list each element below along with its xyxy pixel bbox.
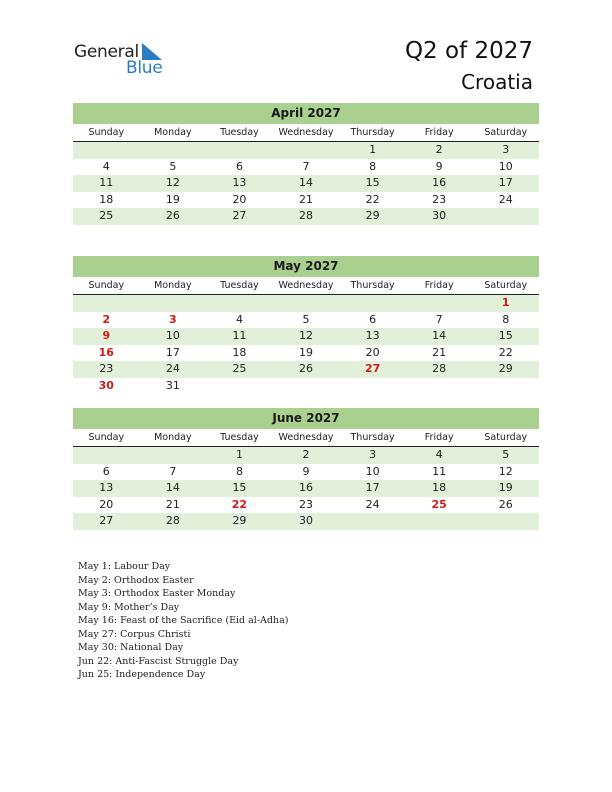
- day-cell: [406, 378, 473, 395]
- day-cell: 17: [365, 481, 380, 494]
- day-cell: 13: [365, 329, 380, 342]
- day-cell: 27: [99, 514, 114, 527]
- month-title: June 2027: [73, 408, 539, 429]
- week-row: [73, 464, 539, 481]
- weekday-label: Monday: [154, 432, 192, 443]
- holiday-item: May 27: Corpus Christi: [78, 628, 191, 640]
- day-cell: 23: [99, 362, 114, 375]
- weekday-label: Tuesday: [220, 280, 259, 291]
- day-cell: 7: [169, 464, 177, 478]
- day-cell: 14: [299, 176, 314, 189]
- day-cell: 28: [165, 514, 180, 527]
- day-cell: 23: [432, 192, 447, 206]
- day-cell: [206, 295, 273, 312]
- weekday-label: Tuesday: [220, 127, 259, 138]
- day-cell: 18: [432, 481, 447, 494]
- day-cell: 29: [365, 209, 380, 222]
- holiday-item: Jun 22: Anti-Fascist Struggle Day: [78, 655, 239, 667]
- day-cell: 31: [165, 378, 180, 392]
- day-cell: [273, 295, 340, 312]
- day-cell: [273, 378, 340, 395]
- day-cell: 19: [299, 345, 314, 359]
- day-cell: 3: [369, 448, 377, 461]
- month-calendar: [73, 408, 539, 530]
- day-cell: 15: [365, 176, 380, 189]
- weekday-label: Saturday: [484, 432, 528, 443]
- holiday-day-cell: 22: [231, 497, 248, 511]
- week-row: [73, 192, 539, 209]
- day-cell: [339, 378, 406, 395]
- weekday-header-row: [73, 124, 539, 142]
- day-cell: 2: [435, 143, 443, 156]
- day-cell: 21: [432, 345, 447, 359]
- day-cell: 10: [365, 464, 380, 478]
- day-cell: 19: [498, 481, 513, 494]
- day-cell: [73, 447, 140, 464]
- holiday-item: May 30: National Day: [78, 642, 184, 653]
- week-row: [73, 480, 539, 497]
- holiday-day-cell: 27: [364, 362, 381, 375]
- day-cell: [406, 513, 473, 530]
- week-row: [73, 142, 539, 159]
- weekday-label: Sunday: [88, 432, 125, 443]
- day-cell: 5: [302, 312, 310, 326]
- weekday-label: Sunday: [88, 280, 125, 291]
- weekday-label: Monday: [154, 127, 192, 138]
- day-cell: 18: [232, 345, 247, 359]
- day-cell: [472, 513, 539, 530]
- week-row: [73, 447, 539, 464]
- day-cell: 20: [232, 192, 247, 206]
- day-cell: 29: [498, 362, 513, 375]
- weekday-label: Friday: [424, 280, 454, 291]
- day-cell: 11: [232, 329, 247, 342]
- holiday-item: May 16: Feast of the Sacrifice (Eid al-Adha): [78, 615, 289, 626]
- day-cell: 22: [365, 192, 380, 206]
- day-cell: 11: [432, 464, 447, 478]
- weekday-label: Wednesday: [278, 127, 334, 138]
- day-cell: 26: [299, 362, 314, 375]
- day-cell: 27: [232, 209, 247, 222]
- day-cell: [140, 295, 207, 312]
- weekday-label: Sunday: [88, 127, 125, 138]
- day-cell: [73, 142, 140, 159]
- holiday-item: May 9: Mother’s Day: [78, 601, 180, 613]
- day-cell: 13: [232, 176, 247, 189]
- weekday-label: Saturday: [484, 127, 528, 138]
- weekday-label: Wednesday: [278, 280, 334, 291]
- weekday-label: Saturday: [484, 280, 528, 291]
- week-row: [73, 361, 539, 378]
- logo-text-blue: Blue: [126, 58, 163, 78]
- day-cell: 8: [369, 159, 377, 173]
- day-cell: 3: [502, 143, 510, 156]
- holiday-day-cell: 3: [169, 312, 177, 326]
- holiday-item: May 3: Orthodox Easter Monday: [78, 588, 236, 599]
- day-cell: 4: [235, 312, 243, 326]
- day-cell: 6: [102, 464, 110, 478]
- day-cell: 12: [498, 464, 513, 478]
- weekday-header-row: [73, 429, 539, 447]
- day-cell: 24: [498, 192, 513, 206]
- holiday-day-cell: 25: [431, 497, 447, 511]
- day-cell: 9: [435, 159, 443, 173]
- day-cell: 26: [165, 209, 180, 222]
- day-cell: 20: [365, 345, 380, 359]
- week-row: [73, 378, 539, 395]
- day-cell: 30: [432, 209, 447, 222]
- day-cell: 19: [165, 192, 180, 206]
- day-cell: [206, 142, 273, 159]
- day-cell: 1: [235, 448, 243, 461]
- day-cell: 5: [502, 448, 510, 461]
- day-cell: [273, 142, 340, 159]
- day-cell: 9: [302, 464, 310, 478]
- day-cell: 8: [235, 464, 243, 478]
- day-cell: 18: [99, 192, 114, 206]
- day-cell: [472, 378, 539, 395]
- day-cell: 12: [299, 329, 314, 342]
- day-cell: 16: [299, 481, 314, 494]
- week-row: [73, 295, 539, 312]
- day-cell: 21: [299, 192, 314, 206]
- day-cell: [206, 378, 273, 395]
- day-cell: 14: [432, 329, 447, 342]
- day-cell: 24: [365, 497, 380, 511]
- day-cell: 29: [232, 514, 247, 527]
- month-title: May 2027: [73, 256, 539, 277]
- weekday-header-row: [73, 277, 539, 295]
- day-cell: 10: [498, 159, 513, 173]
- weekday-label: Monday: [154, 280, 192, 291]
- day-cell: 15: [498, 329, 513, 342]
- weekday-label: Friday: [424, 432, 454, 443]
- day-cell: 10: [165, 329, 180, 342]
- day-cell: 20: [99, 497, 114, 511]
- day-cell: [339, 295, 406, 312]
- day-cell: [472, 208, 539, 225]
- day-cell: 24: [165, 362, 180, 375]
- day-cell: [140, 447, 207, 464]
- day-cell: 26: [498, 497, 513, 511]
- holiday-day-cell: 9: [102, 329, 111, 342]
- day-cell: 7: [435, 312, 443, 326]
- day-cell: 6: [235, 159, 243, 173]
- logo-text-general: General: [74, 42, 139, 62]
- day-cell: [339, 513, 406, 530]
- week-row: [73, 328, 539, 345]
- day-cell: 12: [165, 176, 180, 189]
- country-name: Croatia: [461, 70, 533, 94]
- weekday-label: Friday: [424, 127, 454, 138]
- day-cell: 14: [165, 481, 180, 494]
- day-cell: 21: [165, 497, 180, 511]
- day-cell: 5: [169, 159, 177, 173]
- day-cell: 8: [502, 312, 510, 326]
- day-cell: 1: [369, 143, 377, 156]
- weekday-label: Thursday: [350, 127, 395, 138]
- day-cell: 25: [232, 362, 247, 375]
- day-cell: 22: [498, 345, 513, 359]
- day-cell: 30: [299, 514, 314, 527]
- weekday-label: Thursday: [350, 280, 395, 291]
- day-cell: 2: [302, 448, 310, 461]
- weekday-label: Wednesday: [278, 432, 334, 443]
- holiday-item: Jun 25: Independence Day: [78, 669, 206, 680]
- day-cell: 17: [165, 345, 180, 359]
- day-cell: 16: [432, 176, 447, 189]
- day-cell: 23: [299, 497, 314, 511]
- holiday-item: May 2: Orthodox Easter: [78, 574, 194, 586]
- holiday-day-cell: 30: [98, 378, 114, 392]
- day-cell: 6: [369, 312, 377, 326]
- week-row: [73, 513, 539, 530]
- weekday-label: Tuesday: [220, 432, 259, 443]
- holiday-day-cell: 16: [98, 345, 114, 359]
- day-cell: 28: [432, 362, 447, 375]
- week-row: [73, 175, 539, 192]
- day-cell: 13: [99, 481, 114, 494]
- holiday-item: May 1: Labour Day: [78, 561, 171, 572]
- day-cell: 11: [99, 176, 114, 189]
- holiday-day-cell: 2: [102, 312, 111, 326]
- week-row: [73, 345, 539, 362]
- month-title: April 2027: [73, 103, 539, 124]
- logo: [74, 42, 174, 78]
- day-cell: 25: [99, 209, 114, 222]
- day-cell: [73, 295, 140, 312]
- week-row: [73, 159, 539, 176]
- page-title: Q2 of 2027: [404, 38, 533, 64]
- week-row: [73, 208, 539, 225]
- day-cell: 17: [498, 176, 513, 189]
- week-row: [73, 312, 539, 329]
- month-calendar: [73, 103, 539, 225]
- week-row: [73, 497, 539, 514]
- month-calendar: [73, 256, 539, 394]
- weekday-label: Thursday: [350, 432, 395, 443]
- holiday-list: [78, 560, 288, 682]
- day-cell: 15: [232, 481, 247, 494]
- day-cell: 7: [302, 159, 310, 173]
- day-cell: 28: [299, 209, 314, 222]
- day-cell: 4: [435, 448, 443, 461]
- day-cell: [406, 295, 473, 312]
- day-cell: [140, 142, 207, 159]
- holiday-day-cell: 1: [501, 296, 510, 309]
- day-cell: 4: [102, 159, 110, 173]
